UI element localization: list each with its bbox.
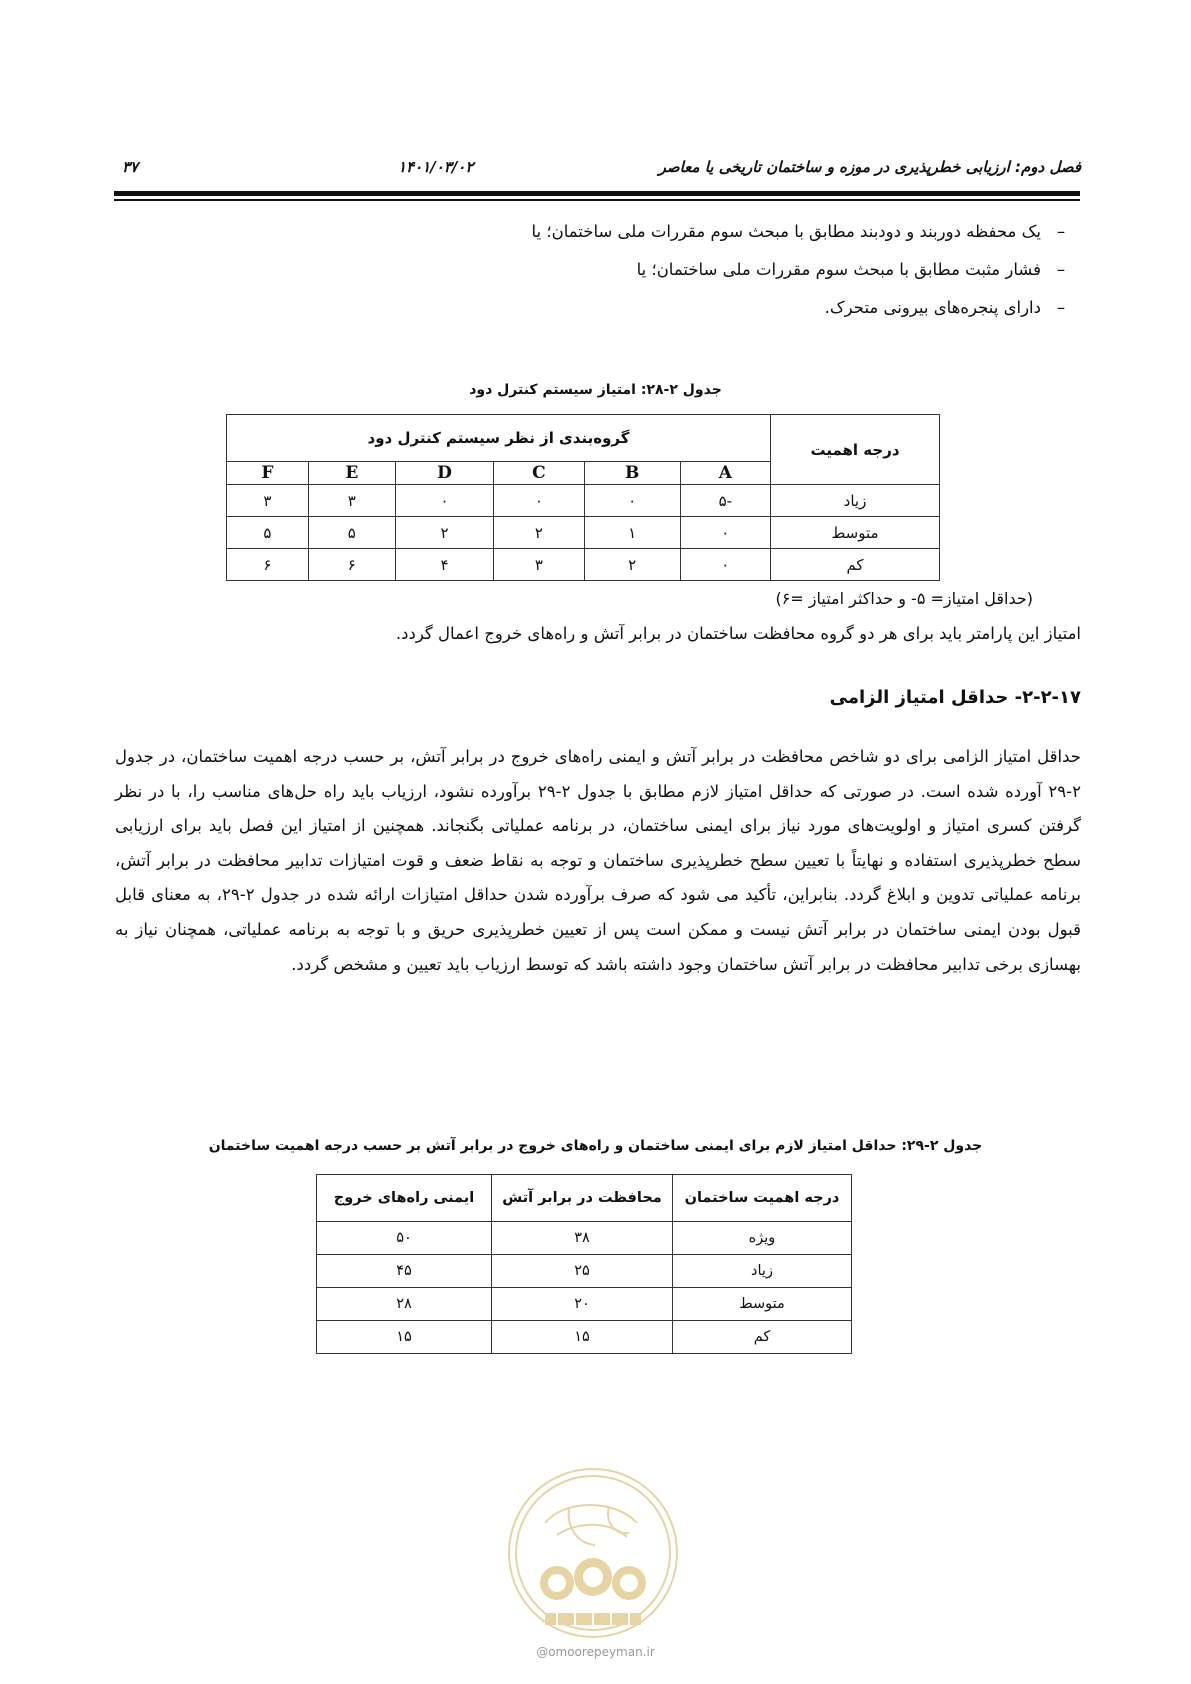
table-cell: ۴۵ [317, 1255, 492, 1288]
table-header: محافظت در برابر آتش [492, 1175, 673, 1222]
table-cell: ۰ [680, 549, 770, 581]
bullet-list [531, 218, 1081, 332]
table-row [317, 1321, 852, 1354]
row-label: کم [771, 549, 940, 581]
header-date: ۱۴۰۱/۰۳/۰۲ [398, 158, 474, 176]
table-cell: ۳ [494, 549, 585, 581]
table-cell: ۶ [227, 549, 309, 581]
publisher-logo [505, 1465, 681, 1641]
table-cell: ۱۵ [317, 1321, 492, 1354]
table-cell: ۲۸ [317, 1288, 492, 1321]
website-watermark: @omoorepeyman.ir [536, 1645, 655, 1659]
bullet-text: یک محفظه دوربند و دودبند مطابق با مبحث سوم مقررات ملی ساختمان؛ یا [531, 222, 1041, 241]
table-row [317, 1255, 852, 1288]
table-row [227, 549, 940, 581]
group-col-header: A [680, 462, 770, 485]
table1-caption: جدول ۲-۲۸: امتیاز سیستم کنترل دود [469, 382, 722, 398]
group-header: گروه‌بندی از نظر سیستم کنترل دود [227, 415, 771, 462]
table-row [317, 1222, 852, 1255]
list-item [531, 294, 1081, 332]
table-cell: ۳ [308, 485, 395, 517]
table-cell: ۳۸ [492, 1222, 673, 1255]
row-label: زیاد [771, 485, 940, 517]
table-cell: ۰ [680, 517, 770, 549]
table-cell: ۲ [584, 549, 680, 581]
page-number: ۳۷ [122, 158, 139, 176]
header-rule-thick [114, 191, 1080, 196]
table-cell: ویژه [673, 1222, 852, 1255]
group-col-header: C [494, 462, 585, 485]
table-cell: ۲ [395, 517, 493, 549]
bullet-text: دارای پنجره‌های بیرونی متحرک. [824, 298, 1041, 317]
table-row [227, 485, 940, 517]
body-paragraph: حداقل امتیاز الزامی برای دو شاخص محافظت در برابر آتش و ایمنی راه‌های خروج در برابر آتش، بر حسب درجه اهمیت ساختمان، در جدول ۲-۲۹ آورده شده است. در صورتی که حداقل امتیاز لازم مطابق با جدول ۲-۲۹ برآورده نشود، ارزیاب باید راه حل‌های مناسب را، با در نظر گرفتن کسری امتیاز و اولویت‌های مورد نیاز برای ایمنی ساختمان، در برنامه عملیاتی بگنجاند. همچنین از امتیاز این فصل باید برای ارزیابی سطح خطرپذیری استفاده و نهایتاً با تعیین سطح خطرپذیری ساختمان و توجه به نقاط ضعف و قوت امتیازات تدابیر محافظت در برابر آتش، برنامه عملیاتی تدوین و ابلاغ گردد. بنابراین، تأکید می شود که صرف برآورده شدن حداقل امتیازات ارائه شده در جدول ۲-۲۹، به معنای قابل قبول بودن ایمنی ساختمان در برابر آتش نیست و ممکن است پس از تعیین خطرپذیری حریق و با توجه به برنامه عملیاتی، همچنان نیاز به بهسازی برخی تدابیر محافظت در برابر آتش ساختمان وجود داشته باشد که توسط ارزیاب باید تعیین و مشخص گردد. [115, 747, 1081, 974]
minimum-score-table [316, 1174, 852, 1354]
table-cell: ۰ [494, 485, 585, 517]
section-heading: ۲-۲-۱۷- حداقل امتیاز الزامی [829, 687, 1081, 708]
table-row [317, 1288, 852, 1321]
table-cell: ۶ [308, 549, 395, 581]
importance-header: درجه اهمیت [771, 415, 940, 485]
table-row [227, 517, 940, 549]
table-cell: ۲ [494, 517, 585, 549]
table-cell: ۳ [227, 485, 309, 517]
list-item [531, 256, 1081, 294]
table-cell: ۵۰ [317, 1222, 492, 1255]
table-cell: ۲۵ [492, 1255, 673, 1288]
list-item [531, 218, 1081, 256]
bullet-dash: – [1056, 222, 1066, 241]
table-cell: زیاد [673, 1255, 852, 1288]
table-cell: ۲۰ [492, 1288, 673, 1321]
bullet-dash: – [1056, 298, 1066, 317]
table2-caption: جدول ۲-۲۹: حداقل امتیاز لازم برای ایمنی ساختمان و راه‌های خروج در برابر آتش بر حسب درجه اهمیت ساختمان [208, 1138, 983, 1154]
table-header: درجه اهمیت ساختمان [673, 1175, 852, 1222]
table-cell: متوسط [673, 1288, 852, 1321]
smoke-control-score-table [226, 414, 940, 581]
table-cell: ۱ [584, 517, 680, 549]
bullet-text: فشار مثبت مطابق با مبحث سوم مقررات ملی ساختمان؛ یا [636, 260, 1041, 279]
table-cell: ۵ [308, 517, 395, 549]
table-cell: ۴ [395, 549, 493, 581]
table-cell: ۰ [584, 485, 680, 517]
table-cell: ۰ [395, 485, 493, 517]
group-col-header: E [308, 462, 395, 485]
table-header: ایمنی راه‌های خروج [317, 1175, 492, 1222]
table-cell: ۱۵ [492, 1321, 673, 1354]
table-cell: -۵ [680, 485, 770, 517]
chapter-title: فصل دوم: ارزیابی خطرپذیری در موزه و ساختمان تاریخی یا معاصر [658, 158, 1081, 176]
row-label: متوسط [771, 517, 940, 549]
group-col-header: F [227, 462, 309, 485]
header-rule-thin [114, 199, 1080, 201]
parameter-paragraph: امتیاز این پارامتر باید برای هر دو گروه محافظت ساختمان در برابر آتش و راه‌های خروج اعمال گردد. [395, 624, 1081, 643]
group-col-header: B [584, 462, 680, 485]
table-cell: ۵ [227, 517, 309, 549]
group-col-header: D [395, 462, 493, 485]
score-range-note: (حداقل امتیاز= ۵- و حداکثر امتیاز =۶) [775, 589, 1033, 608]
table-cell: کم [673, 1321, 852, 1354]
bullet-dash: – [1056, 260, 1066, 279]
